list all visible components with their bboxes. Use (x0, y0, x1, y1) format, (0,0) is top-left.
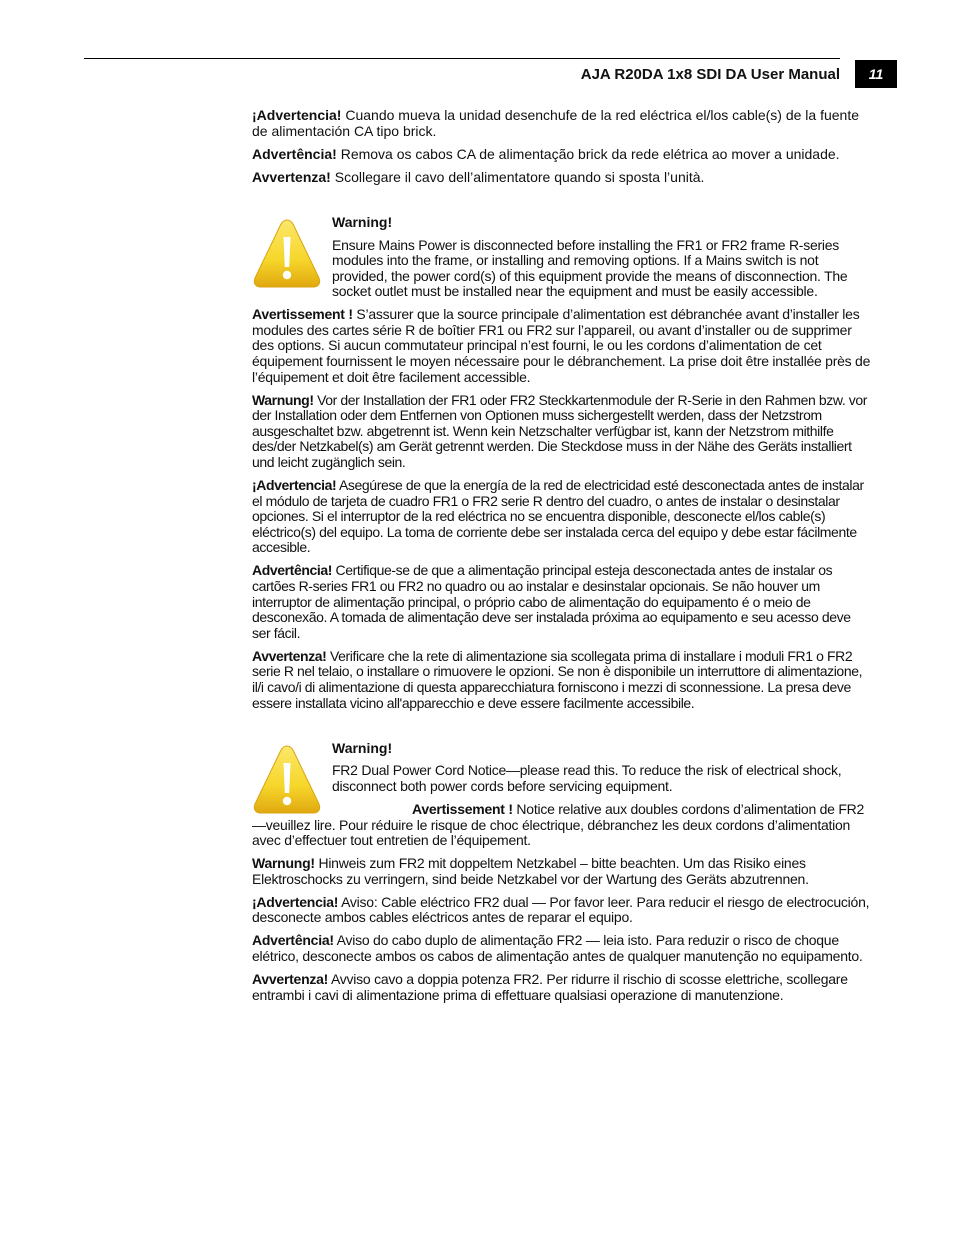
warning-label: Warning! (332, 739, 393, 756)
warning-triangle-icon (252, 743, 322, 817)
warning-block-dual-power-cord (252, 741, 872, 849)
warning2-pt: Advertência! Aviso do cabo duplo de alimentação FR2 — leia isto. Para reduzir o risco de choque elétrico, desconecte ambos os cabos de alimentação antes de qualquer manutenção no equipamento. (252, 932, 863, 964)
top-warning-it: Avvertenza! Scollegare il cavo dell’alimentatore quando si sposta l’unità. (252, 168, 705, 185)
warning-label: Warning! (332, 213, 393, 230)
warning2-it: Avvertenza! Avviso cavo a doppia potenza FR2. Per ridurre il rischio di scosse elettriche, scollegare entrambi i cavi di alimentazione prima di effettuare qualsiasi operazione di manutenzione. (252, 970, 848, 1003)
page-body (252, 108, 872, 1011)
warning1-it: Avvertenza! Verificare che la rete di alimentazione sia scollegata prima di installare i moduli FR1 o FR2 serie R nel telaio, o installare o rimuovere le opzioni. Se non è disponibile un interruttore di alimentazione, il/i cavo/i di alimentazione di questa apparecchiatura forniscono i mezzi di sconnessione. La presa deve essere installata vicino all'apparecchio e deve essere facilmente accessibile. (252, 647, 863, 711)
header-rule (84, 58, 840, 59)
running-header-title: AJA R20DA 1x8 SDI DA User Manual (580, 66, 840, 83)
warning2-de: Warnung! Hinweis zum FR2 mit doppeltem Netzkabel – bitte beachten. Um das Risiko eines Elektroschocks zu verringern, sind beide Netzkabel vor der Wartung des Geräts abzutrennen. (252, 855, 809, 887)
warning-block-mains-power (252, 215, 872, 300)
warning1-fr: Avertissement ! S’assurer que la source principale d’alimentation est débranchée avant d’installer les modules des cartes série R de boîtier FR1 ou FR2 sur l’appareil, ou avant d’installer ou de supprimer des options. Si aucun commutateur principal n’est fourni, le ou les cordons d’alimentation de cet équipement fournissent le moyen nécessaire pour le débranchement. La prise doit être installée près de l’équipement et doit être facilement accessible. (252, 306, 871, 385)
page-number: 11 (855, 60, 897, 88)
warning2-es: ¡Advertencia! Aviso: Cable eléctrico FR2 dual — Por favor leer. Para reducir el riesgo de electrocución, desconecte ambos cables eléctricos antes de reparar el equipo. (252, 893, 870, 926)
warning-text-en: Ensure Mains Power is disconnected before installing the FR1 or FR2 frame R-series modules into the frame, or installing and removing options. If a Mains switch is not provided, the power cord(s) of this equipment provide the means of disconnection. The socket outlet must be installed near the equipment and must be easily accessible. (332, 236, 848, 300)
warning2-fr: Avertissement ! Notice relative aux doubles cordons d’alimentation de FR2—veuillez lire. Pour réduire le risque de choc électrique, débranchez les deux cordons d’alimentation avec d’effectuer tout entretien de l’équipement. (252, 801, 865, 849)
warning-text-en: FR2 Dual Power Cord Notice—please read this. To reduce the risk of electrical shock, disconnect both power cords before servicing equipment. (332, 762, 842, 795)
warning1-pt: Advertência! Certifique-se de que a alimentação principal esteja desconectada antes de instalar os cartões R-series FR1 ou FR2 no quadro ou ao instalar e desinstalar opcionais. Se não houver um interruptor de alimentação principal, o próprio cabo de alimentação do equipamento é o meio de desconexão. A tomada de alimentação deve ser instalada próxima ao equipamento e seu acesso deve ser fácil. (252, 562, 851, 641)
top-warning-es: ¡Advertencia! Cuando mueva la unidad desenchufe de la red eléctrica el/los cable(s) de la fuente de alimentación CA tipo brick. (252, 107, 860, 139)
warning1-de: Warnung! Vor der Installation der FR1 oder FR2 Steckkartenmodule der R-Serie in den Rahmen bzw. vor der Installation oder dem Entfernen von Optionen muss sichergestellt werden, dass der Netzstrom ausgeschaltet bzw. abgetrennt ist. Wenn kein Netzschalter verfügbar ist, kann der Netzstrom mithilfe des/der Netzkabel(s) am Gerät getrennt werden. Die Steckdose muss in der Nähe des Geräts installiert und leicht zugänglich sein. (252, 391, 868, 471)
top-warning-pt: Advertência! Remova os cabos CA de alimentação brick da rede elétrica ao mover a unidade. (252, 145, 840, 162)
warning1-es: ¡Advertencia! Asegúrese de que la energía de la red de electricidad esté desconectada antes de instalar el módulo de tarjeta de cuadro FR1 o FR2 serie R dentro del cuadro, o antes de instalar o desinstalar opciones. Si el interruptor de la red eléctrica no se encuentra disponible, desconecte el/los cable(s) eléctrico(s) del equipo. La toma de corriente debe ser instalada cerca del equipo y debe estar fácilmente accesible. (252, 477, 864, 556)
warning-triangle-icon (252, 217, 322, 291)
